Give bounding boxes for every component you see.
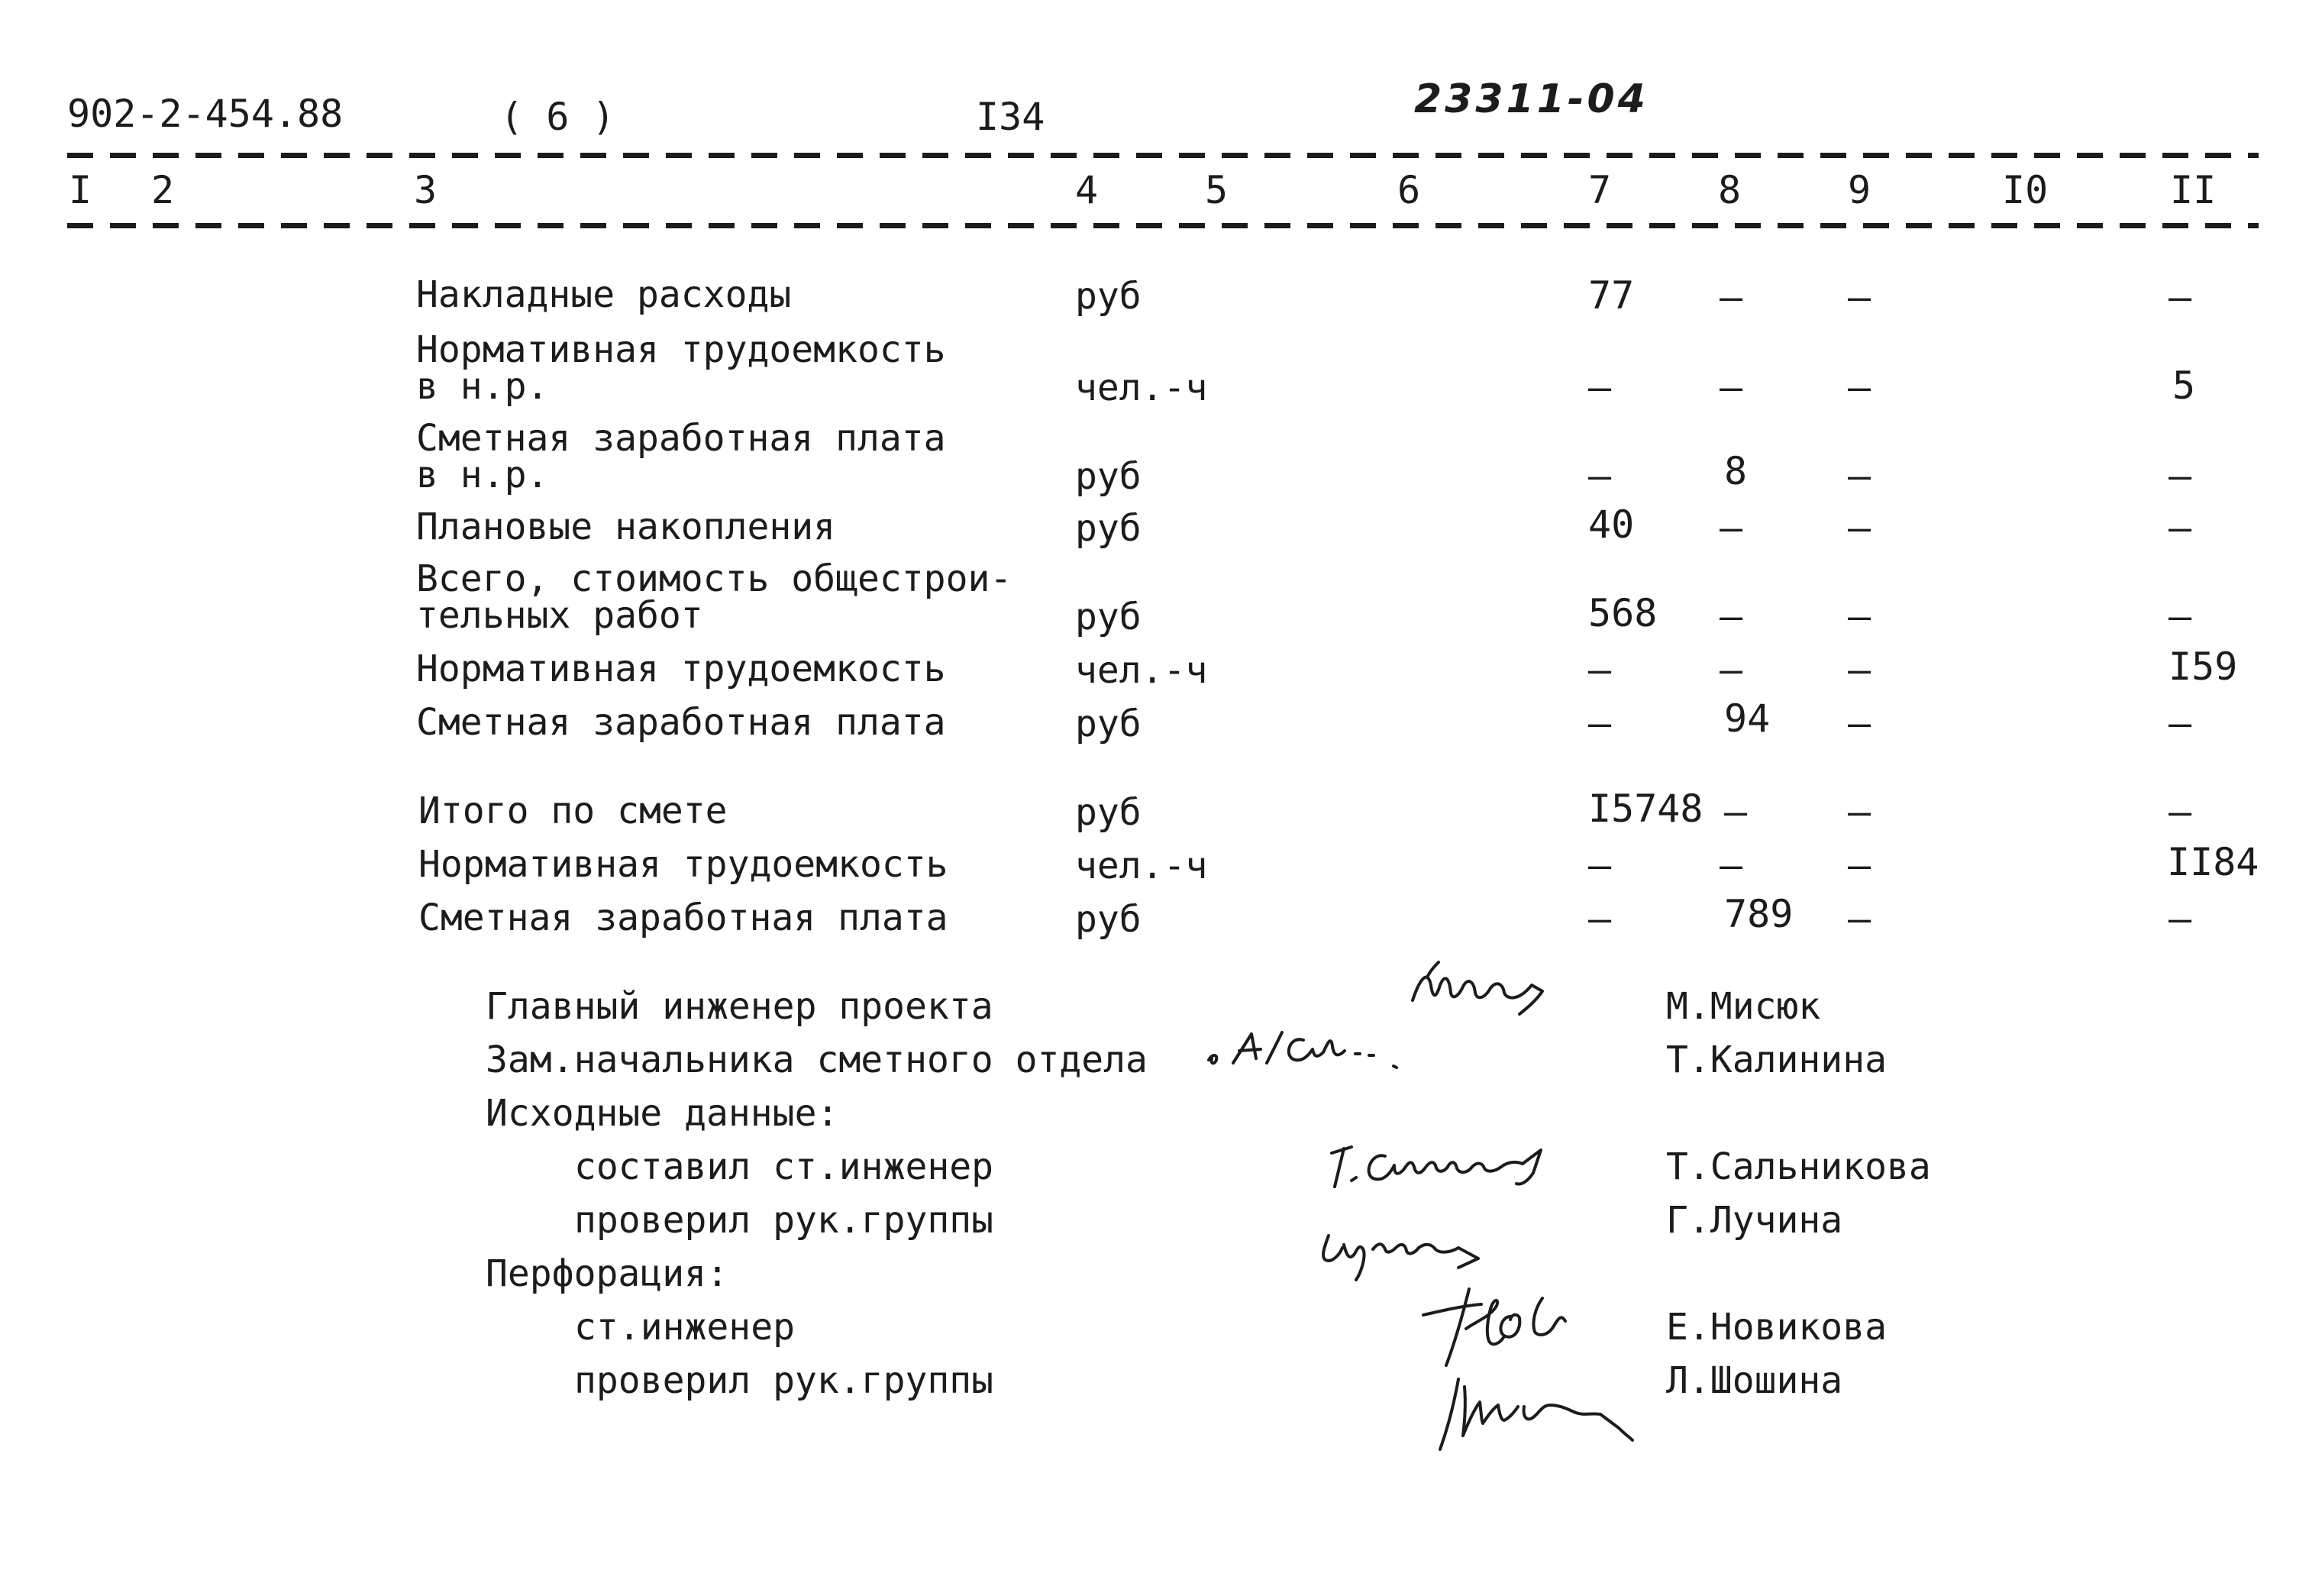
row-label: Нормативная трудоемкость — [418, 843, 948, 886]
row-unit: руб — [1075, 898, 1142, 941]
cell-col11: – — [2169, 454, 2192, 498]
cell-col7: – — [1588, 365, 1612, 409]
cell-col7: – — [1588, 454, 1612, 498]
signature-scribble-kalinina — [1203, 1023, 1416, 1077]
signature-role: проверил рук.группы — [574, 1199, 994, 1242]
cell-col9: – — [1848, 843, 1871, 887]
cell-col7: 568 — [1588, 591, 1658, 635]
signature-scribble-shoshina — [1435, 1359, 1695, 1459]
row-label-continued: тельных работ — [416, 594, 703, 637]
header-rule-top — [67, 153, 2259, 158]
cell-col8: – — [1720, 594, 1743, 638]
cell-col9: – — [1848, 454, 1871, 498]
cell-col7: 40 — [1588, 502, 1635, 547]
cell-col9: – — [1848, 594, 1871, 638]
cell-col11: – — [2169, 275, 2192, 319]
row-label: Итого по смете — [418, 790, 728, 832]
cell-col8: – — [1720, 843, 1743, 887]
cell-col9: – — [1848, 790, 1871, 834]
document-code: 902-2-454.88 — [67, 92, 344, 136]
cell-col8: – — [1720, 275, 1743, 319]
cell-col7: – — [1588, 897, 1612, 941]
signature-name: Г.Лучина — [1666, 1199, 1843, 1242]
column-header: II — [2170, 168, 2217, 212]
signature-name: Т.Сальникова — [1666, 1145, 1931, 1188]
row-label: Сметная заработная плата — [416, 701, 946, 744]
cell-col9: – — [1848, 701, 1871, 745]
cell-col11: I59 — [2169, 645, 2238, 689]
cell-col8: 8 — [1724, 449, 1748, 493]
row-label: Сметная заработная плата — [416, 417, 946, 460]
signature-role: проверил рук.группы — [574, 1359, 994, 1402]
signature-role: составил ст.инженер — [574, 1145, 994, 1188]
cell-col11: – — [2169, 701, 2192, 745]
page-number: I34 — [976, 95, 1045, 139]
signature-section-heading: Перфорация: — [486, 1252, 728, 1295]
row-label: Всего, стоимость общестрои- — [416, 557, 1012, 600]
signature-scribble-salnikova — [1321, 1130, 1611, 1199]
cell-col9: – — [1848, 275, 1871, 319]
row-unit: руб — [1075, 507, 1142, 550]
cell-col11: – — [2169, 506, 2192, 550]
row-unit: руб — [1075, 275, 1142, 318]
column-header: 4 — [1075, 168, 1099, 212]
cell-col8: – — [1720, 648, 1743, 692]
handwritten-code: 23311-04 — [1414, 76, 1649, 122]
signature-section-heading: Исходные данные: — [486, 1092, 839, 1135]
cell-col8: 789 — [1724, 892, 1794, 936]
section-number: ( 6 ) — [500, 95, 615, 139]
signature-role: Зам.начальника сметного отдела — [486, 1039, 1148, 1081]
cell-col8: – — [1720, 506, 1743, 550]
cell-col11: II84 — [2167, 840, 2259, 884]
row-label-continued: в н.р. — [416, 365, 549, 408]
cell-col11: – — [2169, 897, 2192, 941]
row-label: Накладные расходы — [416, 273, 792, 316]
cell-col7: I5748 — [1588, 787, 1703, 831]
column-header: 2 — [151, 168, 175, 212]
column-header: I — [69, 168, 92, 212]
row-unit: руб — [1075, 455, 1142, 498]
column-header: 3 — [414, 168, 438, 212]
row-unit: чел.-ч — [1075, 649, 1208, 692]
cell-col11: – — [2169, 790, 2192, 834]
cell-col11: 5 — [2172, 363, 2196, 408]
cell-col8: – — [1720, 365, 1743, 409]
signature-scribble-misyuk — [1405, 955, 1558, 1023]
row-unit: руб — [1075, 596, 1142, 638]
column-header: 9 — [1848, 168, 1871, 212]
row-unit: руб — [1075, 703, 1142, 745]
cell-col9: – — [1848, 648, 1871, 692]
column-header: 5 — [1205, 168, 1229, 212]
row-unit: руб — [1075, 791, 1142, 834]
column-header: 8 — [1718, 168, 1742, 212]
signature-name: М.Мисюк — [1666, 985, 1821, 1028]
cell-col9: – — [1848, 506, 1871, 550]
column-header: 6 — [1397, 168, 1421, 212]
row-label: Сметная заработная плата — [418, 897, 948, 939]
header-rule-bottom — [67, 223, 2259, 228]
signature-name: Е.Новикова — [1666, 1306, 1887, 1349]
cell-col8: – — [1724, 790, 1748, 834]
cell-col7: 77 — [1588, 273, 1635, 318]
cell-col9: – — [1848, 365, 1871, 409]
cell-col9: – — [1848, 897, 1871, 941]
cell-col7: – — [1588, 701, 1612, 745]
row-label: Плановые накопления — [416, 506, 836, 548]
row-unit: чел.-ч — [1075, 367, 1208, 409]
cell-col7: – — [1588, 648, 1612, 692]
row-unit: чел.-ч — [1075, 845, 1208, 887]
row-label: Нормативная трудоемкость — [416, 328, 946, 371]
signature-name: Л.Шошина — [1666, 1359, 1843, 1402]
column-header: I0 — [2002, 168, 2049, 212]
cell-col8: 94 — [1724, 696, 1771, 741]
signature-role: Главный инженер проекта — [486, 985, 993, 1028]
row-label: Нормативная трудоемкость — [416, 648, 946, 690]
row-label-continued: в н.р. — [416, 454, 549, 496]
signature-role: ст.инженер — [574, 1306, 795, 1349]
cell-col7: – — [1588, 843, 1612, 887]
signature-scribble-luchina — [1306, 1207, 1550, 1291]
cell-col11: – — [2169, 594, 2192, 638]
signature-name: Т.Калинина — [1666, 1039, 1887, 1081]
column-header: 7 — [1588, 168, 1612, 212]
